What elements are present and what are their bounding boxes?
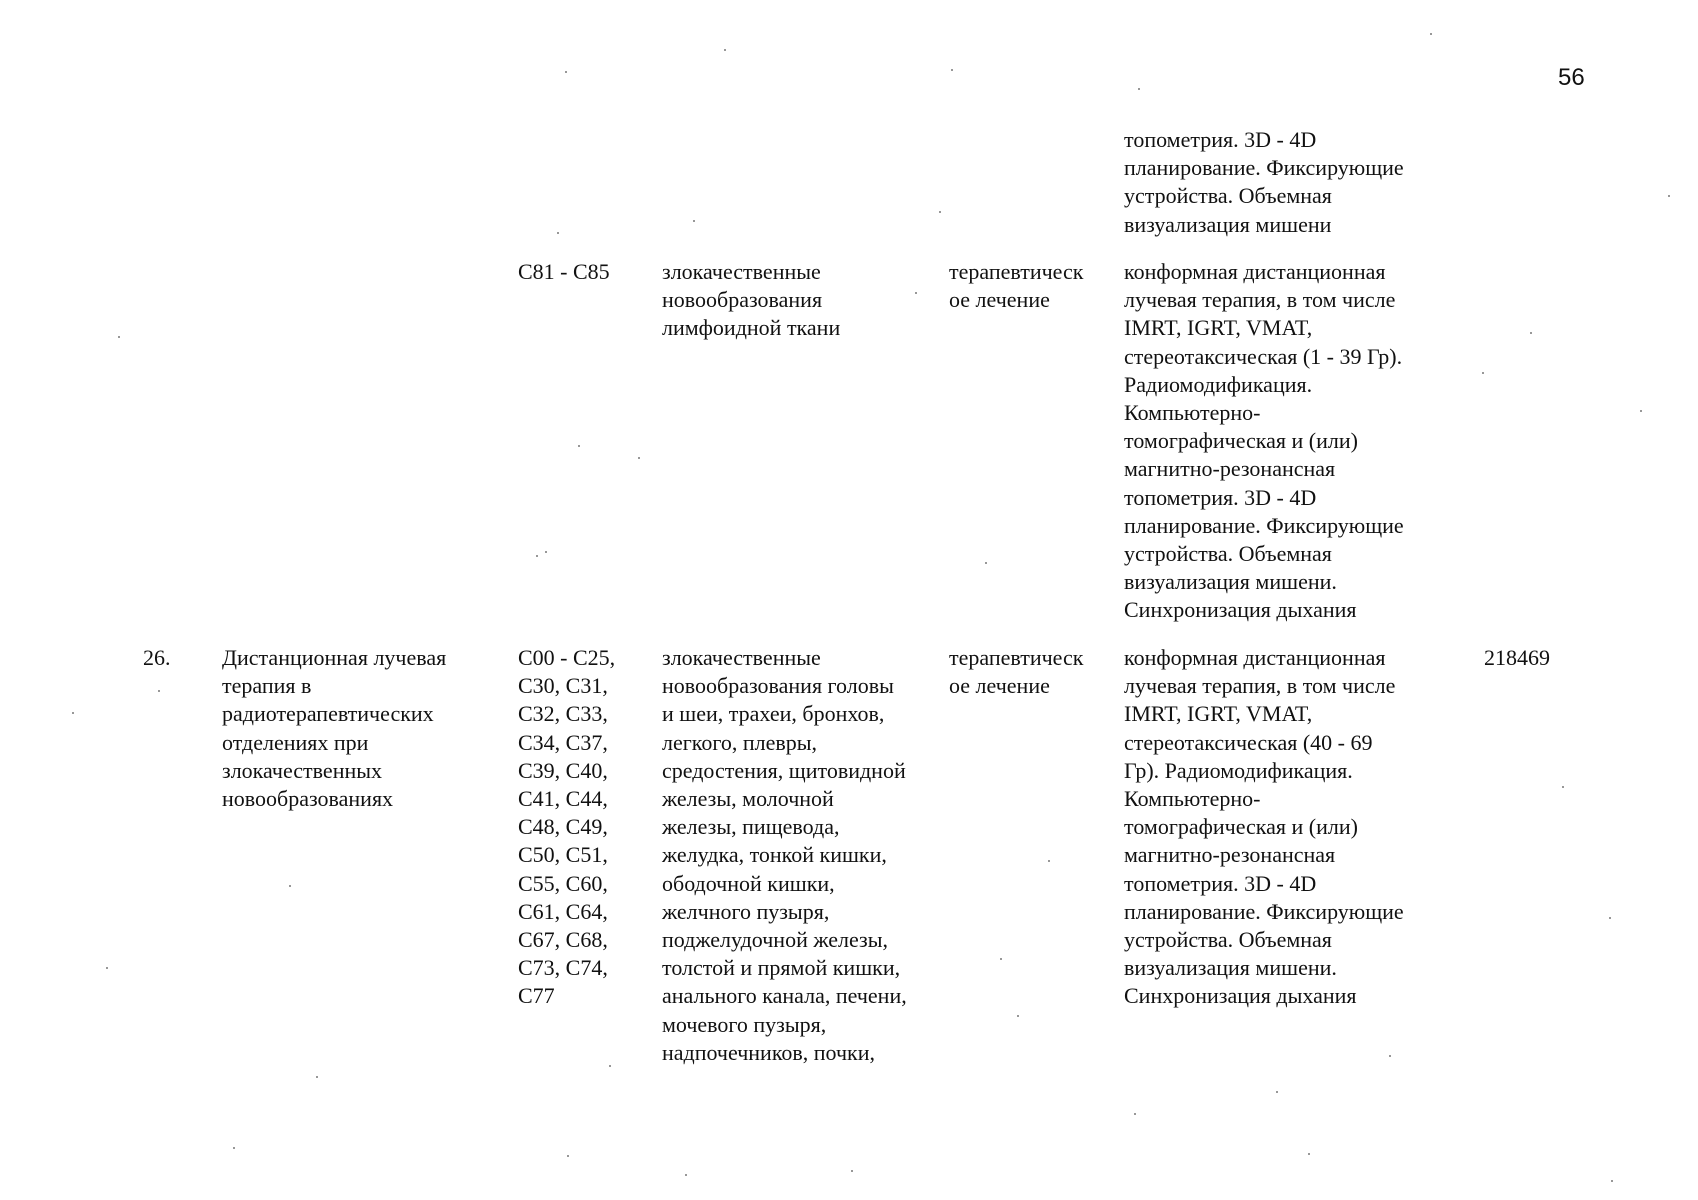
- method-cell-continuation: топометрия. 3D - 4D планирование. Фиксирующие устройства. Объемная визуализация мишени: [1124, 127, 1404, 237]
- diagnosis-cell: злокачественные новообразования головы и шеи, трахеи, бронхов, легкого, плевры, средостения, щитовидной железы, молочной железы, пищевода, желудка, тонкой кишки, ободочной кишки, желчного пузыря, поджелудочной железы, толстой и прямой кишки, анального канала, печени, мочевого пузыря, надпочечников, почки,: [662, 645, 907, 1065]
- treatment-type-cell: терапевтическ ое лечение: [949, 259, 1084, 313]
- icd-codes-cell: C81 - C85: [518, 259, 610, 284]
- page-number: 56: [1558, 64, 1585, 91]
- care-type-name-cell: Дистанционная лучевая терапия в радиотерапевтических отделениях при злокачественных новообразованиях: [222, 645, 447, 812]
- method-cell: конформная дистанционная лучевая терапия, в том числе IMRT, IGRT, VMAT, стереотаксическая (40 - 69 Гр). Радиомодификация. Компьютерно- томографическая и (или) магнитно-резонансная топометрия. 3D - 4D планирование. Фиксирующие устройства. Объемная визуализация мишени. Синхронизация дыхания: [1124, 645, 1404, 1009]
- diagnosis-cell: злокачественные новообразования лимфоидной ткани: [662, 259, 841, 341]
- icd-codes-cell: C00 - C25, C30, C31, C32, C33, C34, C37, C39, C40, C41, C44, C48, C49, C50, C51, C55, C60, C61, C64, C67, C68, C73, C74, C77: [518, 645, 616, 1009]
- treatment-type-cell: терапевтическ ое лечение: [949, 645, 1084, 699]
- method-cell: конформная дистанционная лучевая терапия, в том числе IMRT, IGRT, VMAT, стереотаксическая (1 - 39 Гр). Радиомодификация. Компьютерно- томографическая и (или) магнитно-резонансная топометрия. 3D - 4D планирование. Фиксирующие устройства. Объемная визуализация мишени. Синхронизация дыхания: [1124, 259, 1404, 623]
- row-number-cell: 26.: [143, 645, 171, 670]
- cost-cell: 218469: [1484, 645, 1550, 670]
